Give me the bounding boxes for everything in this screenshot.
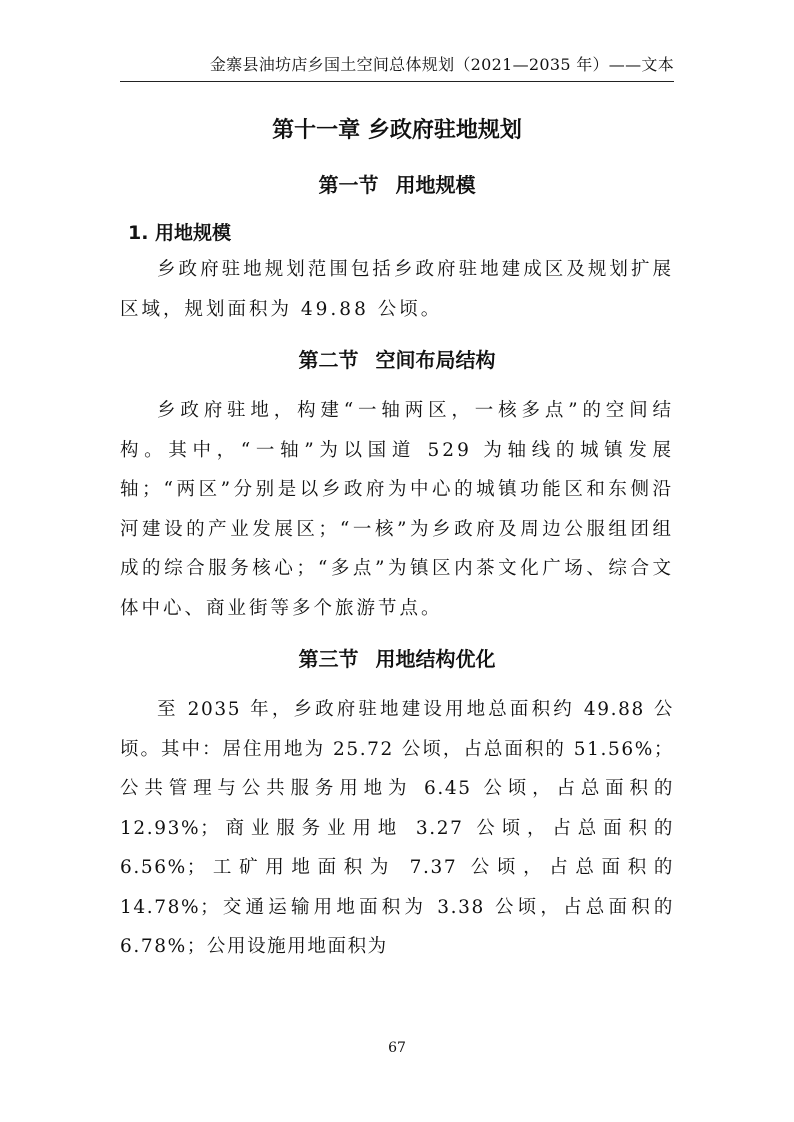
running-header: 金寨县油坊店乡国土空间总体规划（2021—2035 年）——文本 bbox=[120, 52, 674, 82]
page-number: 67 bbox=[388, 1040, 406, 1056]
section-title-1: 第一节 用地规模 bbox=[318, 173, 476, 197]
paragraph-spatial-structure: 乡政府驻地，构建“一轴两区，一核多点”的空间结构。其中，“一轴”为以国道 529 为轴线的城镇发展轴；“两区”分别是以乡政府为中心的城镇功能区和东侧沿河建设的产业发展区；“一核”为乡政府及周边公服组团组成的综合服务核心；“多点”为镇区内茶文化广场、综合文体中心、商业街等多个旅游节点。 bbox=[120, 400, 674, 619]
section-title-3: 第三节 用地结构优化 bbox=[298, 647, 496, 671]
subheading-land-scale: 1. 用地规模 bbox=[128, 222, 232, 244]
paragraph-land-scale: 乡政府驻地规划范围包括乡政府驻地建成区及规划扩展区域，规划面积为 49.88 公顷。 bbox=[120, 259, 674, 320]
page-body bbox=[120, 108, 674, 967]
chapter-title: 第十一章 乡政府驻地规划 bbox=[272, 118, 522, 143]
paragraph-land-structure: 至 2035 年，乡政府驻地建设用地总面积约 49.88 公顷。其中：居住用地为 25.72 公顷，占总面积的 51.56%；公共管理与公共服务用地为 6.45 公顷，占总面积的 12.93%；商业服务业用地 3.27 公顷，占总面积的 6.56%；工矿用地面积为 7.37 公顷，占总面积的 14.78%；交通运输用地面积为 3.38 公顷，占总面积的 6.78%；公用设施用地面积为 bbox=[120, 699, 674, 957]
section-title-2: 第二节 空间布局结构 bbox=[298, 348, 496, 372]
